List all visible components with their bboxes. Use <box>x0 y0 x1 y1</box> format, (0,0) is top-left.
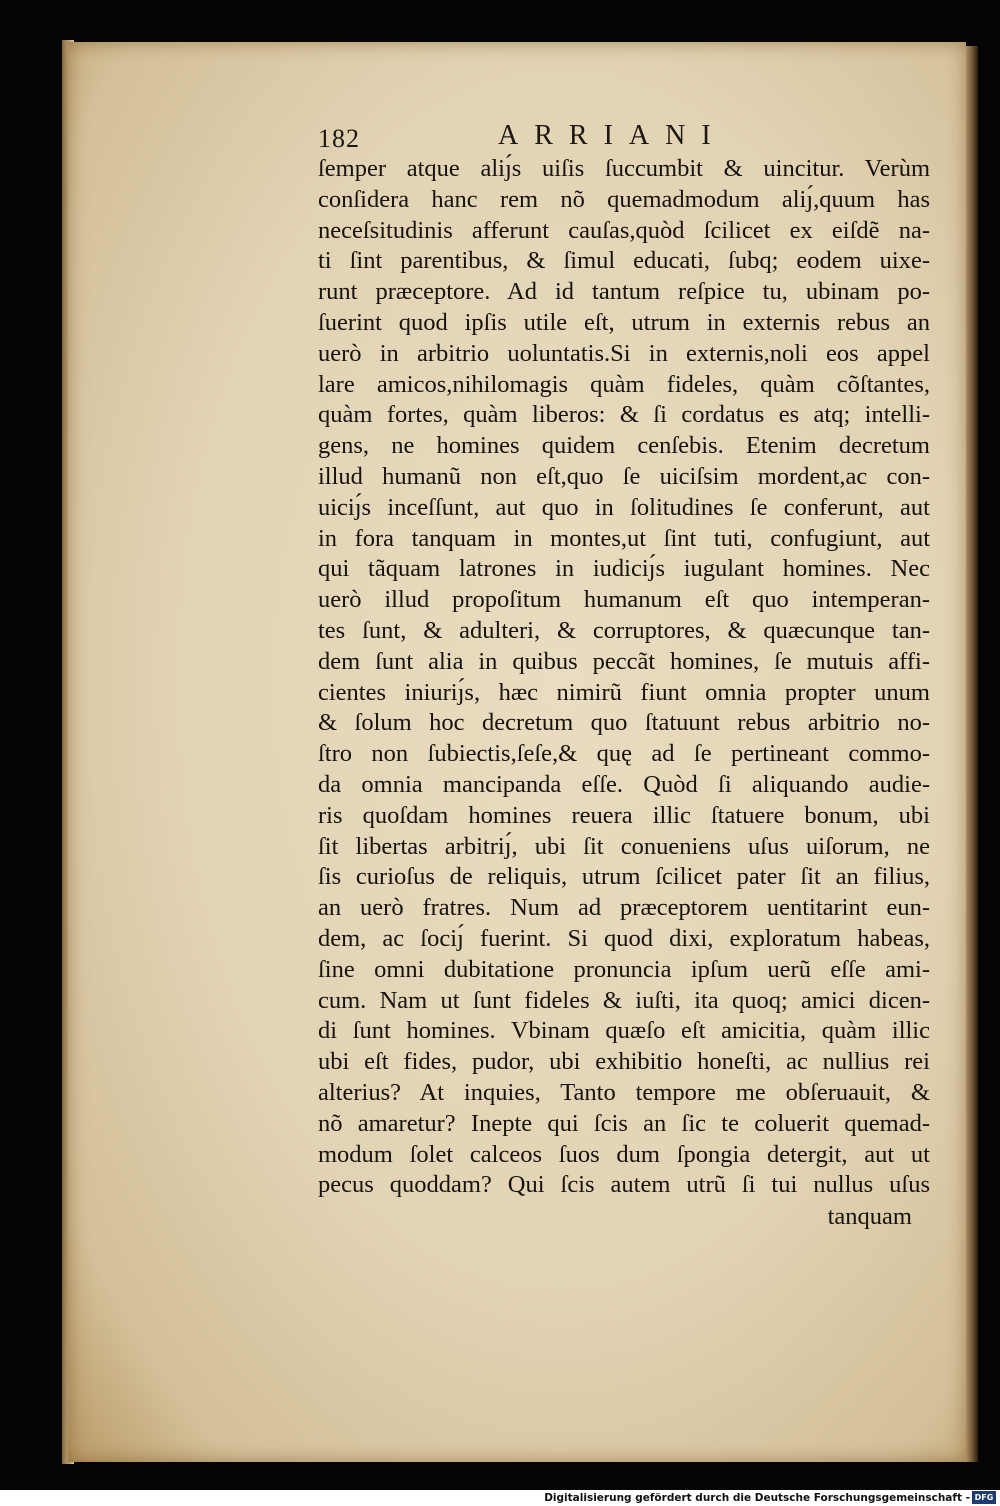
footer-credit: Digitalisierung gefördert durch die Deutsche Forschungsgemeinschaft - <box>544 1492 970 1504</box>
text-line: ſtro non ſubiectis,ſeſe,& quę ad ſe pertineant commo- <box>318 740 930 768</box>
text-line: ſemper atque aliȷ́s uiſis ſuccumbit & uincitur. Verùm <box>318 155 930 182</box>
text-line: uerò in arbitrio uoluntatis.Si in externis,noli eos appel <box>318 339 930 367</box>
text-line: uerò illud propoſitum humanum eſt quo intemperan- <box>318 586 930 614</box>
text-line: conſidera hanc rem nõ quemadmodum aliȷ́,quum has <box>318 185 930 213</box>
text-line: cientes iniuriȷ́s, hæc nimirũ fiunt omnia propter unum <box>318 678 930 706</box>
footer-bar <box>0 1490 1000 1506</box>
text-line: da omnia mancipanda eſſe. Quòd ſi aliquando audie- <box>318 770 930 798</box>
text-line: runt præceptore. Ad id tantum reſpice tu, ubinam po- <box>318 278 930 306</box>
text-line: cum. Nam ut ſunt fideles & iuſti, ita quoq; amici dicen- <box>318 986 930 1014</box>
text-line: ubi eſt fides, pudor, ubi exhibitio honeſti, ac nullius rei <box>318 1048 930 1076</box>
header-title: ARRIANI <box>498 120 727 151</box>
text-line: dem ſunt alia in quibus peccãt homines, ſe mutuis affi- <box>318 647 930 675</box>
text-line: ti ſint parentibus, & ſimul educati, ſubq; eodem uixe- <box>318 247 930 275</box>
text-line: tes ſunt, & adulteri, & corruptores, & quæcunque tan- <box>318 616 930 644</box>
text-line: lare amicos,nihilomagis quàm fideles, quàm cõſtantes, <box>318 370 930 398</box>
dfg-logo: DFG <box>972 1491 996 1504</box>
text-line: pecus quoddam? Qui ſcis autem utrũ ſi tui nullus uſus <box>318 1171 930 1199</box>
catchword: tanquam <box>827 1203 912 1231</box>
text-line: uiciȷ́s inceſſunt, aut quo in ſolitudines ſe conferunt, aut <box>318 493 930 521</box>
text-line: modum ſolet calceos ſuos dum ſpongia detergit, aut ut <box>318 1140 930 1168</box>
text-line: an uerò fratres. Num ad præceptorem uentitarint eun- <box>318 894 930 922</box>
body-text <box>318 154 930 1232</box>
text-line: neceſsitudinis afferunt cauſas,quòd ſcilicet ex eiſdẽ na- <box>318 216 930 244</box>
text-line: ſine omni dubitatione pronuncia ipſum uerũ eſſe ami- <box>318 955 930 983</box>
text-line: alterius? At inquies, Tanto tempore me obſeruauit, & <box>318 1078 930 1106</box>
text-line: qui tãquam latrones in iudiciȷ́s iugulant homines. Nec <box>318 555 930 583</box>
text-line: ſis curioſus de reliquis, utrum ſcilicet pater ſit an filius, <box>318 863 930 891</box>
text-line: illud humanũ non eſt,quo ſe uiciſsim mordent,ac con- <box>318 462 930 490</box>
text-line: & ſolum hoc decretum quo ſtatuunt rebus arbitrio no- <box>318 709 930 737</box>
text-line: dem, ac ſociȷ́ fuerint. Si quod dixi, exploratum habeas, <box>318 924 930 952</box>
text-line: di ſunt homines. Vbinam quæſo eſt amicitia, quàm illic <box>318 1017 930 1045</box>
text-line: nõ amaretur? Inepte qui ſcis an ſic te coluerit quemad- <box>318 1109 930 1137</box>
running-head <box>318 120 958 156</box>
text-line: gens, ne homines quidem cenſebis. Etenim decretum <box>318 432 930 460</box>
text-line: ris quoſdam homines reuera illic ſtatuere bonum, ubi <box>318 801 930 829</box>
text-line: ſit libertas arbitriȷ́, ubi ſit conueniens uſus uiſorum, ne <box>318 832 930 860</box>
text-line: in fora tanquam in montes,ut ſint tuti, confugiunt, aut <box>318 524 930 552</box>
text-line: quàm fortes, quàm liberos: & ſi cordatus es atq; intelli- <box>318 401 930 429</box>
text-line: ſuerint quod ipſis utile eſt, utrum in externis rebus an <box>318 308 930 336</box>
page-number: 182 <box>318 124 360 153</box>
